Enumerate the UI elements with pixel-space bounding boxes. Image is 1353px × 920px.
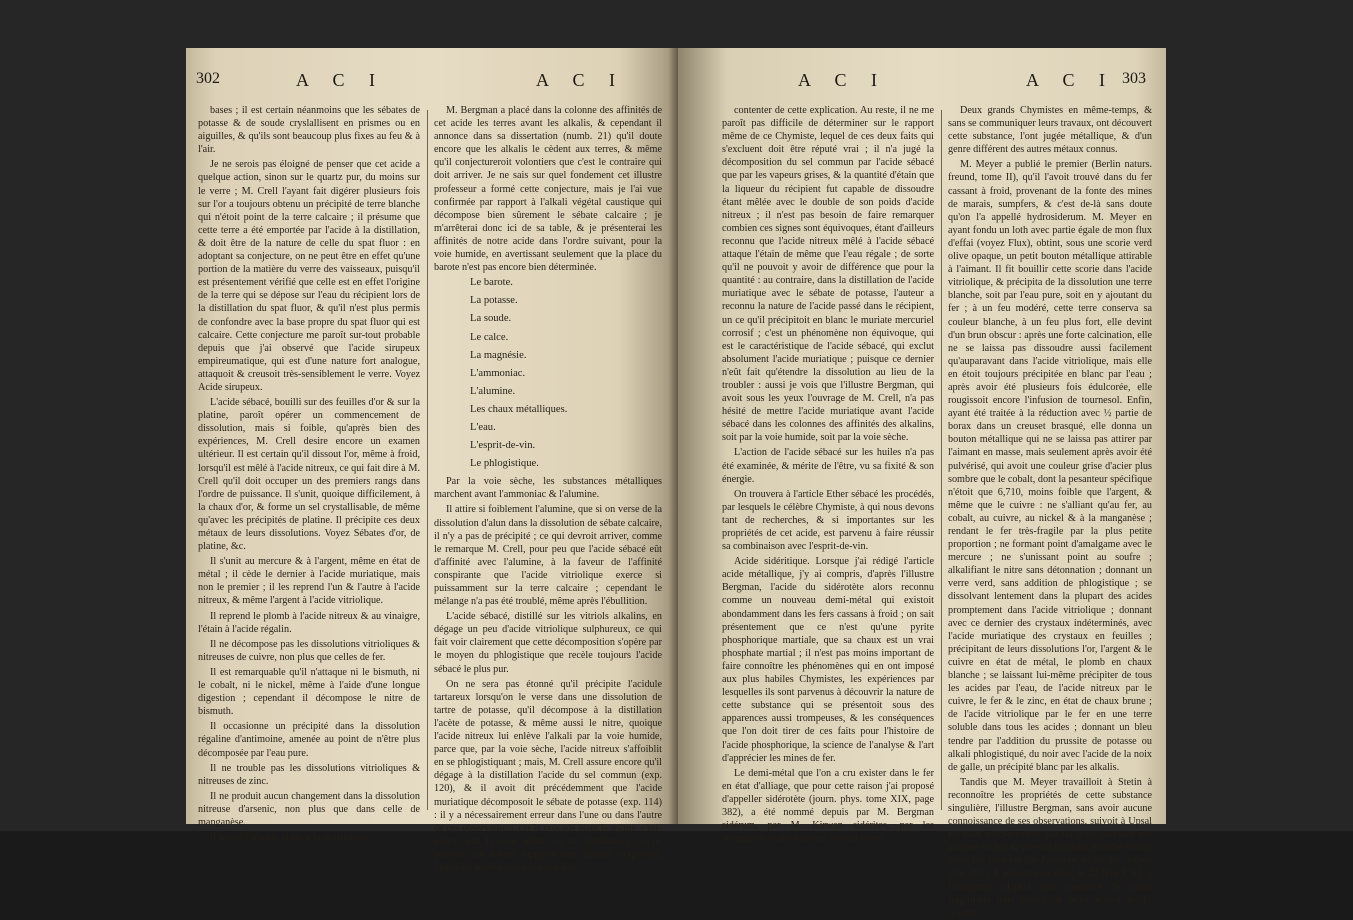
- affinity-list-item: L'esprit-de-vin.: [470, 440, 536, 452]
- right-column-a: [722, 104, 934, 845]
- paragraph: Tandis que M. Meyer travailloit à Stetin à reconnoître les propriétés de cette substance singulière, l'illustre Bergman, sans avoir aucune connoissance de ses observations, suivoit à Upsal les vues d'expériences que lui avoit fournies son analyse du fer, & sur-tout la chaux blanche dont il avoit fait mention (de l'analyse du fer, &c. exper. 264, 268). Il présenta en effet, le 22 juin 1781, à l'académie d'Upsal, son mémoire de causâ fragilitatis ferri frigidi, & m'en écrivit le 12 octobre: [948, 776, 1152, 919]
- paragraph: Il s'unit au mercure & à l'argent, même en état de métal ; il cède le dernier à l'acide muriatique, mais non le premier ; il les reprend l'un & l'autre à l'acide nitreux, & même l'argent à l'acide vitriolique.: [198, 556, 420, 607]
- paragraph: Il ne trouble pas les dissolutions vitrioliques & nitreuses de zinc.: [198, 762, 420, 787]
- paragraph: L'acide sébacé, distillé sur les vitriols alkalins, en dégage un peu d'acide vitriolique sulphureux, ce qui fait voir clairement que cette décomposition s'opère par le moyen du phlogistique que recèle toujours l'acide sébacé le plus pur.: [434, 611, 662, 675]
- running-head-right-b: A C I: [1026, 70, 1116, 90]
- paragraph: M. Meyer a publié le premier (Berlin naturs. freund, tome II), qu'il l'avoit trouvé dans du fer cassant à froid, provenant de la fonte des mines de marais, sumpfers, & c'est de-là sans doute qu'on l'a appellé hydrosiderum. M. Meyer en ayant fondu un loth avec partie égale de mon flux d'effai (voyez Flux), obtint, sous une scorie verd olive opaque, un petit bouton métallique attirable à l'aimant. Il fit bouillir cette scorie dans l'acide vitriolique, & précipita de la dissolution une terre blanche, soit par l'eau pure, soit en y ajoutant du fer ; à un feu modéré, cette terre conserva sa couleur blanche, à un feu plus fort, elle devint d'un brun obscur : après une forte calcination, elle ne se laissa pas dissoudre aussi facilement qu'auparavant dans l'acide vitriolique, mais elle en étoit toujours précipitée en blanc par l'eau ; après avoir été plusieurs fois édulcorée, elle rougissoit encore l'infusion de tournesol. Enfin, ayant été traitée à la réduction avec ½ partie de borax dans un creuset brasqué, elle donna un bouton métallique qui ne se laissa pas attirer par l'aimant en masse, mais seulement après avoir été pulvérisé, qui avoit une couleur grise d'acier plus sombre que le cobalt, dont la pesanteur spécifique n'étoit que 6,710, moins foible que l'argent, & même que le cuivre : ne s'alliant qu'au fer, au cobalt, au cuivre, au nickel & à la manganèse ; rendant le fer très-fragile par la plus petite proportion ; ne formant point d'amalgame avec le mercure ; ne s'unissant point au soufre ; alkalifiant le nitre sans détonnation ; donnant un verre verd, sans addition de phlogistique ; se dissolvant lentement dans la plupart des acides promptement dans l'acide vitriolique ; donnant avec ce dernier des crystaux indéterminés, avec l'acide muriatique des crystaux en feuilles ; précipitant de leurs dissolutions l'or, l'argent & le cuivre en état de métal, le plomb en chaux blanche ; se laissant lui-même précipiter de tous les acides par l'eau, de l'acide nitreux par le cuivre, le fer & le zinc, en état de chaux brune ; de l'acide vitriolique par le fer en une terre soluble dans tous les acides ; donnant un bleu tendre par l'addition du prussite de potasse ou alkali phlogistiqué, du noir avec l'acide de la noix de galle, un précipité blanc par les alkalis.: [948, 159, 1152, 773]
- affinity-list-item: Le phlogistique.: [470, 458, 539, 470]
- affinity-list-item: Le calce.: [470, 331, 509, 343]
- affinity-list-item: La potasse.: [470, 295, 518, 307]
- left-column-a: [198, 104, 420, 844]
- affinity-list-item: Les chaux métalliques.: [470, 403, 568, 415]
- column-rule: [427, 110, 428, 810]
- page-number-left: 302: [196, 70, 220, 87]
- paragraph: Acide sidéritique. Lorsque j'ai rédigé l'article acide métallique, j'y ai compris, d'après l'illustre Bergman, l'acide du sidérotète alors reconnu comme un nouveau demi-métal qui existoit abondamment dans les fers cassans à froid ; on sait présentement que ce n'est qu'une pyrite phosphorique martiale, que sa chaux est un vrai phosphate martial ; il n'est pas moins important de faire connoître les phénomènes qui en ont imposé aux plus habiles Chymistes, les expériences par lesquelles ils sont parvenus à découvrir la nature de cette substance qui se présentoit sous des apparences aussi trompeuses, & les conséquences que l'on doit tirer de ces faits pour l'histoire de l'acide phosphorique, la science de l'analyse & l'art d'apprécier les mines de fer.: [722, 556, 934, 764]
- left-column-b: [434, 104, 662, 873]
- affinity-list-item: L'alumine.: [470, 385, 516, 397]
- paragraph: On ne sera pas étonné qu'il précipite l'acidule tartareux lorsqu'on le verse dans une dissolution de tartre de potasse, qu'il décompose à la distillation l'acète de potasse, & même aussi le nitre, quoique l'acide nitreux lui enlève l'alkali par la voie humide, parce que, par la voie sèche, l'acide nitreux s'affoiblit en se phlogistiquant ; mais, M. Crell assure encore qu'il dégage à la distillation l'acide du sel commun (exp. 120), & il avoit dit précédemment que l'acide muriatique décomposoit le sébate de potasse (exp. 114) : il y a nécessairement erreur dans l'une ou dans l'autre de ces observations, car le procédé étant le même, c'est-à-dire, par la voie sèche ou de distillation, on ne pourroit pas même supposer une affinité réciproque, quand on feroit encore disposé à se: [434, 678, 662, 873]
- affinity-list-item: Le barote.: [470, 277, 513, 289]
- paragraph: Il attire si foiblement l'alumine, que si on verse de la dissolution d'alun dans la dissolution de sébate calcaire, il n'y a pas de précipité ; ce qui devroit arriver, comme le remarque M. Crell, pour peu que l'acide sébacé eût d'affinité avec l'alumine, à la faveur de l'affinité conspirante que l'acide vitriolique exerce si puissamment sur la terre calcaire ; cependant le mélange n'a pas été troublé, même après l'ébullition.: [434, 504, 662, 608]
- paragraph: Il est remarquable qu'il n'attaque ni le bismuth, ni le cobalt, ni le nickel, même à l'aide d'une longue digestion ; cependant il décompose le nitre de bismuth.: [198, 666, 420, 718]
- running-head-left-a: A C I: [296, 70, 386, 90]
- paragraph: M. Bergman a placé dans la colonne des affinités de cet acide les terres avant les alkalis, & cependant il annonce dans sa dissertation (numb. 21) qu'il doute encore que les alkalis le cèdent aux terres, & même qu'il conjectureroit volontiers que c'est le contraire qui doit arriver. Je ne sais sur quel fondement cet illustre professeur a formé cette conjecture, mais je l'ai vue confirmée par rapport à l'alkali végétal caustique qui décompose bien sûrement le sébate calcaire ; je m'arrêterai donc ici de sa table, & je présenterai les affinités de notre acide dans l'ordre suivant, pour la voie humide, en avertissant seulement que la place du barote n'est pas encore bien déterminée.: [434, 105, 662, 274]
- paragraph: Il réduit l'arsenic blanc à la distillation.: [210, 832, 369, 844]
- paragraph: Par la voie sèche, les substances métalliques marchent avant l'ammoniac & l'alumine.: [434, 476, 662, 501]
- paragraph: L'action de l'acide sébacé sur les huiles n'a pas été examinée, & mérite de l'être, vu sa fixité & son énergie.: [722, 447, 934, 485]
- affinity-list-item: L'eau.: [470, 421, 496, 433]
- right-column-b: [948, 104, 1152, 919]
- paragraph: Le demi-métal que l'on a cru exister dans le fer en état d'alliage, que pour cette raison j'ai proposé d'appeller sidérotète (journ. phys. tome XIX, page 382), a été nommé depuis par M. Bergman sidérum, par M. Kirwan sidérites, par les Allemands hydrosiderum, wasser eisen.: [722, 767, 934, 845]
- column-rule: [941, 110, 942, 810]
- paragraph: On trouvera à l'article Ether sébacé les procédés, par lesquels le célèbre Chymiste, à qui nous devons tant de recherches, & si importantes sur les propriétés de cet acide, est parvenu à faire réussir sa combinaison avec l'esprit-de-vin.: [722, 488, 934, 553]
- paragraph: L'acide sébacé, bouilli sur des feuilles d'or & sur la platine, paroît opérer un commencement de dissolution, mais si foible, qu'après bien des expériences, M. Crell desire encore un examen ultérieur. Il est certain qu'il dissout l'or, même à froid, lorsqu'il est mêlé à l'acide nitreux, ce qui fait dire à M. Crell qu'il doit occuper un des premiers rangs dans l'ordre de puissance. Il s'unit, quoique difficilement, à la chaux d'or, & forme un sel crystallisable, de même qu'avec les précipités de platine. Il précipite ces deux métaux de leurs dissolutions. Voyez Sébates d'or, de platine, &c.: [198, 397, 420, 553]
- paragraph: bases ; il est certain néanmoins que les sébates de potasse & de soude cryslallisent en prismes ou en aiguilles, & qu'ils sont beaucoup plus fixes au feu & à l'air.: [198, 105, 420, 156]
- affinity-list-item: La magnésie.: [470, 349, 527, 361]
- paragraph: Je ne serois pas éloigné de penser que cet acide a quelque action, sinon sur le quartz pur, du moins sur le verre ; M. Crell l'ayant fait digérer plusieurs fois sur l'or a toujours obtenu un précipité de terre blanche qui n'étoit point de la terre calcaire ; il présume que cette terre a été emportée par l'acide à la distillation, & doit être de la nature de celle du spat fluor : en adoptant sa conjecture, on ne peut être en effet qu'une portion de la matière du verre des vaisseaux, puisqu'il est présentement vérifié que celle est en effet l'origine de la terre qui se dépose sur l'eau du récipient lors de la distillation du spat fluor, & qu'il n'est plus permis de confondre avec la base propre du spat fluor qui est calcaire. Cette conjecture me paroît sur-tout probable depuis que j'ai observé que l'acide sirupeux empireumatique, qui est d'une nature fort analogue, attaquoit & creusoit très-sensiblement le verre. Voyez Acide sirupeux.: [198, 159, 420, 393]
- paragraph: Il occasionne un précipité dans la dissolution régaline d'antimoine, amenée au point de n'être plus décomposée par l'eau pure.: [198, 721, 420, 759]
- paragraph: Il ne produit aucun changement dans la dissolution nitreuse d'arsenic, non plus que dans celle de manganèse.: [198, 790, 420, 828]
- paragraph: Deux grands Chymistes en même-temps, & sans se communiquer leurs travaux, ont découvert cette substance, l'ont jugée métallique, & d'un genre différent des autres métaux connus.: [948, 105, 1152, 156]
- running-head-right-a: A C I: [798, 70, 888, 90]
- paragraph: Il ne décompose pas les dissolutions vitrioliques & nitreuses de cuivre, non plus que celles de fer.: [198, 638, 420, 663]
- paragraph: contenter de cette explication. Au reste, il ne me paroît pas difficile de déterminer sur le rapport même de ce Chymiste, lequel de ces deux faits qui s'excluent doit être réputé vrai ; il n'a jugé la décomposition du sel commun par l'acide sébacé que par les vapeurs grises, & la quantité d'étain que la liqueur du récipient fut capable de dissoudre étant mêlée avec le double de son poids d'acide nitreux ; il n'est pas besoin de faire remarquer combien ces signes sont équivoques, étant d'ailleurs reconnu que l'acide nitreux mêlé à l'acide sébacé attaque l'étain de même que l'eau régale ; de sorte qu'il ne pouvoit y avoir de différence que pour la quantité : au contraire, dans la distillation de l'acide muriatique avec le sébate de potasse, l'auteur a reconnu la nature de l'acide passé dans le récipient, un ce qu'il précipitoit en blanc le muriate mercuriel corrosif ; c'est un phénomène non équivoque, qui est le caractéristique de l'acide sébacé, qui exclut absolument l'acide muriatique ; puisque ce dernier n'eût fait qu'étendre la dissolution au lieu de la troubler : aussi je vois que l'illustre Bergman, qui avoit sous les yeux l'ouvrage de M. Crell, n'a pas hésité de mettre l'acide muriatique avant l'acide sébacé dans les colonnes des affinités des alkalins, soit par la voie humide, soit par la voie sèche.: [722, 105, 934, 444]
- affinity-list-item: La soude.: [470, 313, 512, 325]
- running-head-left-b: A C I: [536, 70, 626, 90]
- affinity-list-item: L'ammoniac.: [470, 367, 526, 379]
- page-number-right: 303: [1122, 70, 1146, 87]
- left-page: [186, 48, 678, 873]
- right-page: [678, 48, 1166, 919]
- paragraph: Il reprend le plomb à l'acide nitreux & au vinaigre, l'étain à l'acide régalin.: [198, 610, 420, 635]
